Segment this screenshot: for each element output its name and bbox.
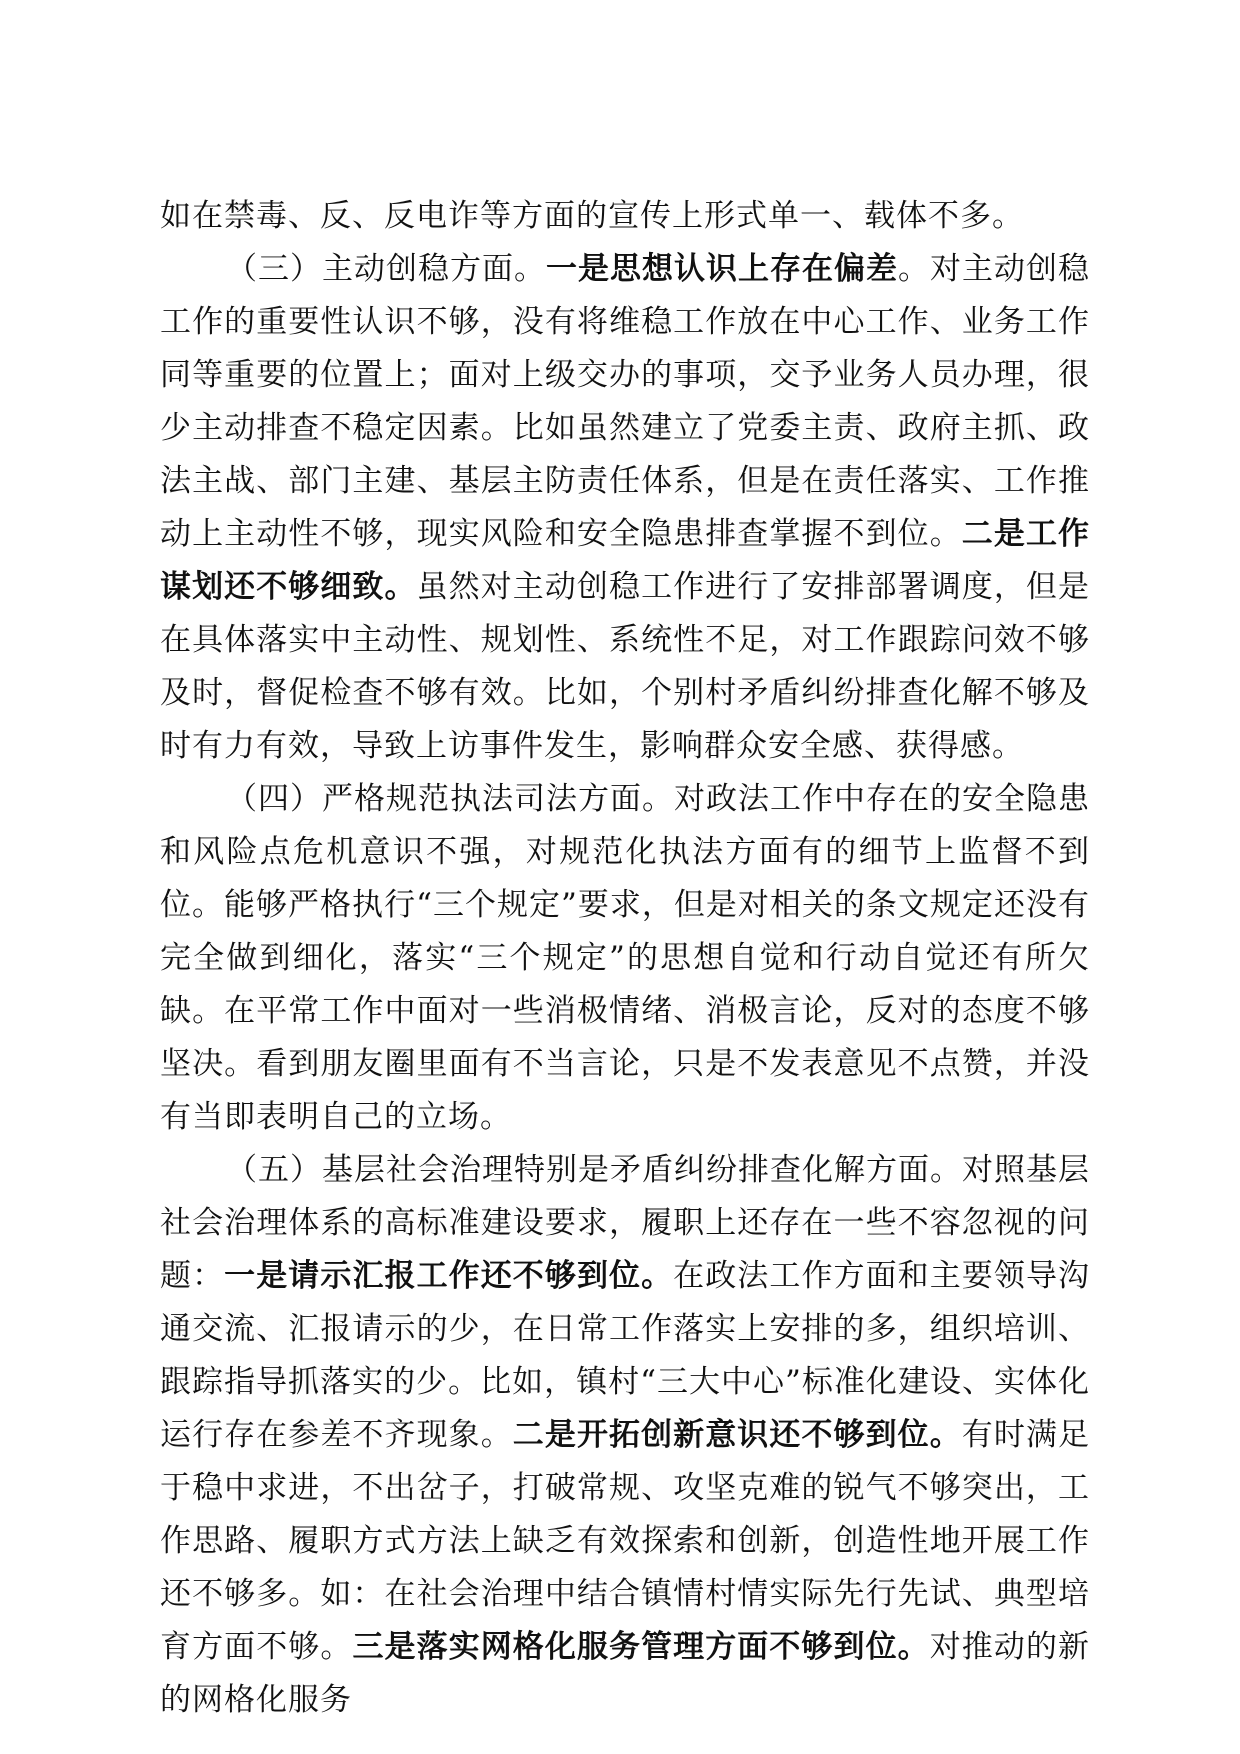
paragraph-section-5 xyxy=(160,1144,1090,1727)
text-segment: 有时满足于稳中求进，不出岔子，打破常规、攻坚克难的锐气不够突出，工作思路、履职方式方法上缺乏有效探索和创新，创造性地开展工作还不够多。如：在社会治理中结合镇情村情实际先行先试、典型培育方面不够。 xyxy=(160,1417,1091,1665)
paragraph-section-3 xyxy=(160,243,1090,773)
text-segment: 在政法工作方面和主要领导沟通交流、汇报请示的少，在日常工作落实上安排的多，组织培训、跟踪指导抓落实的少。比如，镇村“三大中心”标准化建设、实体化运行存在参差不齐现象。 xyxy=(160,1258,1091,1453)
bold-point: 二是开拓创新意识还不够到位。 xyxy=(512,1417,962,1453)
paragraph-section-4 xyxy=(160,773,1090,1144)
bold-point: 一是思想认识上存在偏差 xyxy=(546,251,898,287)
text-segment: 虽然对主动创稳工作进行了安排部署调度，但是在具体落实中主动性、规划性、系统性不足，对工作跟踪问效不够及时，督促检查不够有效。比如，个别村矛盾纠纷排查化解不够及时有力有效，导致上访事件发生，影响群众安全感、获得感。 xyxy=(160,569,1091,764)
text-segment: 对照基层社会治理体系的高标准建设要求，履职上还存在一些不容忽视的问题： xyxy=(160,1152,1090,1294)
text-segment: 对推动的新的网格化服务 xyxy=(160,1629,1091,1718)
bold-point: 一是请示汇报工作还不够到位。 xyxy=(224,1258,674,1294)
text-segment: 对政法工作中存在的安全隐患和风险点危机意识不强，对规范化执法方面有的细节上监督不到位。能够严格执行“三个规定”要求，但是对相关的条文规定还没有完全做到细化，落实“三个规定”的思想自觉和行动自觉还有所欠缺。在平常工作中面对一些消极情绪、消极言论，反对的态度不够坚决。看到朋友圈里面有不当言论，只是不发表意见不点赞，并没有当即表明自己的立场。 xyxy=(160,781,1090,1135)
document-page xyxy=(160,190,1090,1727)
bold-point: 二是工作谋划还不够细致。 xyxy=(160,516,1091,605)
text-segment: 。对主动创稳工作的重要性认识不够，没有将维稳工作放在中心工作、业务工作同等重要的位置上；面对上级交办的事项，交予业务人员办理，很少主动排查不稳定因素。比如虽然建立了党委主责、政府主抓、政法主战、部门主建、基层主防责任体系，但是在责任落实、工作推动上主动性不够，现实风险和安全隐患排查掌握不到位。 xyxy=(160,251,1090,552)
text-segment: 如在禁毒、反、反电诈等方面的宣传上形式单一、载体不多。 xyxy=(160,198,1024,234)
bold-point: 三是落实网格化服务管理方面不够到位。 xyxy=(352,1629,930,1665)
section-heading: （三）主动创稳方面。 xyxy=(226,251,546,287)
section-heading: （五）基层社会治理特别是矛盾纠纷排查化解方面。 xyxy=(226,1152,962,1188)
section-heading: （四）严格规范执法司法方面。 xyxy=(226,781,674,817)
paragraph-continuation xyxy=(160,190,1090,243)
